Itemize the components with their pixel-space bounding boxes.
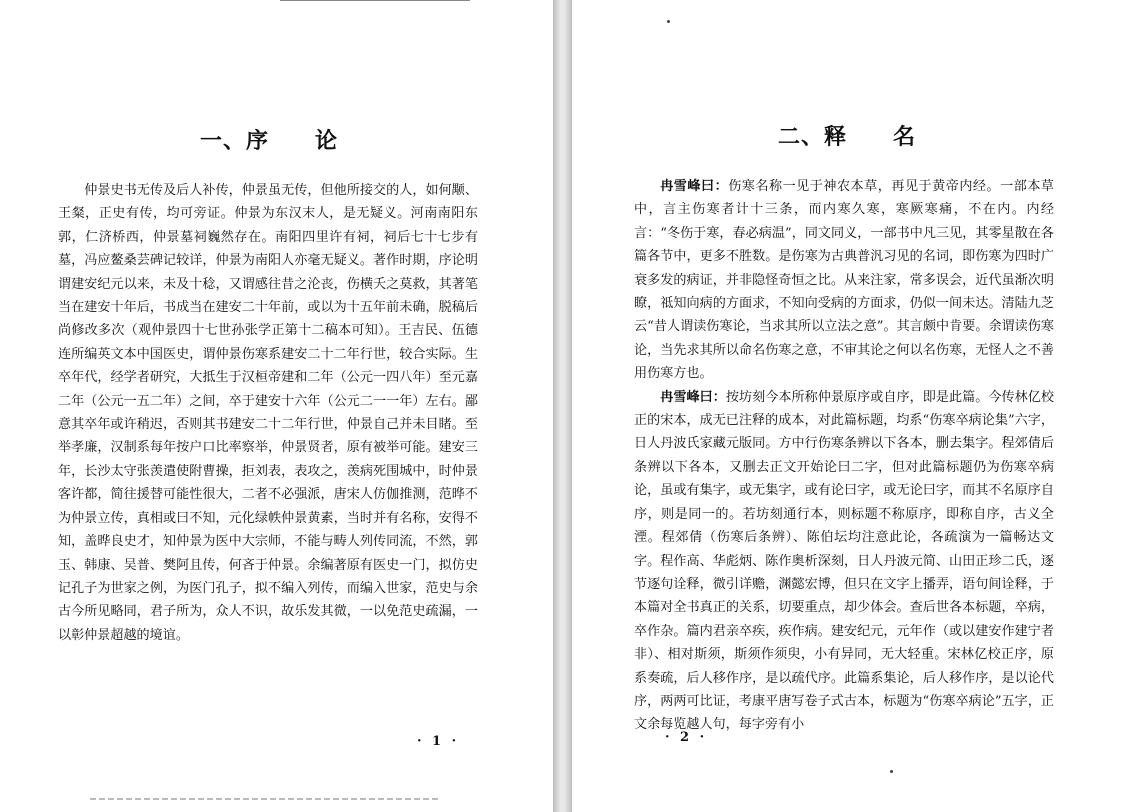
- paragraph: [634, 386, 1054, 737]
- paragraph: [634, 175, 1054, 386]
- page-gutter: [553, 0, 572, 812]
- scan-speck: [667, 20, 670, 23]
- paragraph-text: 按坊刻今本所称仲景原序或自序，即是此篇。今传林亿校正的宋本，成无已注释的成本，对此篇标题，均系“伤寒卒病论集”六字，日人丹波氏家藏元版同。方中行伤寒条辨以下各本，删去集字。程郊倩后条辨以下各本，又删去正文开始论曰二字，但对此篇标题仍为伤寒卒病论，虽或有集字，或无集字，或有论曰字，或无论曰字，而其不名原序自序，则是同一的。若坊刻通行本，则标题不称原序，即称自序，古义全湮。程郊倩（伤寒后条辨）、陈伯坛均注意此论，各疏演为一篇畅达文字。程作高、华彪炳、陈作奥析深刻，日人丹波元简、山田正珍二氏，逐节逐句诠释，微引详赡，渊懿宏博，但只在文字上播弄，语句间诠释，于本篇对全书真正的关系，切要重点，却少体会。查后世各本标题，卒病，卒作杂。篇内君亲卒疾，疾作病。建安纪元，元年作（或以建安作建宁者非）、相对斯须，斯须作须臾，小有异同，无大轻重。宋林亿校正序，原系奏疏，后人移作序，是以疏代序。此篇系集论，后人移作序，是以论代序，两两可比证，考康平唐写卷子式古本，标题为“伤寒卒病论”五字，正文余每览越人句，每字旁有小: [634, 389, 1055, 733]
- chapter-title-names: 二、释 名: [778, 124, 917, 150]
- scan-top-rule: [280, 0, 470, 1]
- paragraph-text: 伤寒名称一见于神农本草，再见于黄帝内经。一部本草中，言主伤寒者计十三条，而内寒久寒，寒厥寒痛，不在内。内经言：“冬伤于寒，春必病温”，同文同义，一部书中凡三见，其零星散在各篇各节中，更多不胜数。是伤寒为古典普汎习见的名词，即伤寒为四时广衰多发的病证，并非隐怪奇恒之比。从来注家，常多误会，近代虽渐次明瞭，祗知向病的方面求，不知向受病的方面求，仍似一间未达。清陆九芝云“昔人谓读伤寒论，当求其所以立法之意”。其言颇中肯要。余谓读伤寒论，当先求其所以命名伤寒之意，不审其论之何以名伤寒，无怪人之不善用伤寒方也。: [634, 179, 1055, 382]
- paragraph: 仲景史书无传及后人补传，仲景虽无传，但他所接交的人，如何颙、王粲，正史有传，均可旁证。仲景为东汉末人，是无疑义。河南南阳东郭，仁济桥西，仲景墓祠巍然存在。南阳四里许有祠，祠后七十七步有墓，冯应鳌桑芸碑记较详，仲景为南阳人亦毫无疑义。著作时期，序论明谓建安纪元以来，未及十稔，又谓感往昔之沦丧，伤横夭之莫救，其著笔当在建安十年后，书成当在建安二十年前，或以为十五年前未确，脱稿后尚修改多次（观仲景四十七世孙张学正第十二稿本可知）。王吉民、伍德连所编英文本中国医史，谓仲景伤寒系建安二十二年行世，较合实际。生卒年代，经学者研究，大抵生于汉桓帝建和二年（公元一四八年）至元嘉二年（公元一五二年）之间，卒于建安十六年（公元二一一年）左右。鄙意其卒年或许稍迟，否则其书建安二十二年行世，仲景自己并未目睹。至举孝廉，汉制系每年按户口比率察举，仲景贤者，原有被举可能。建安三年，长沙太守张羡遣使附曹操，拒刘表，表攻之，羡病死围城中，时仲景客许都，简往援替可能性很大，二者不必强派，唐宋人仿伽推测，范晔不为仲景立传，真相或曰不知，元化绿帙仲景黄素，当时并有名称，安得不知，盖晔良史才，知仲景为医中大宗师，不能与畴人列传同流，不然，郭玉、韩康、吴普、樊阿且传，何吝于仲景。余编著原有医史一门，拟仿史记孔子为世家之例，为医门孔子，拟不编入列传，而编入世家，范史与余古今所见略同，君子所为，众人不识，故乐发其微，一以免范史疏漏，一以彰仲景超越的境谊。: [58, 183, 478, 643]
- page-number: · 2 ·: [665, 730, 708, 745]
- chapter-title-preface: 一、序 论: [200, 128, 339, 154]
- page-1: [0, 0, 553, 812]
- page-2-body: [634, 175, 1054, 737]
- scan-bottom-mark: [90, 798, 440, 800]
- page-2: [572, 0, 1125, 812]
- speaker-label: 冉雪峰曰：: [660, 179, 729, 194]
- scan-speck: [890, 770, 893, 773]
- page-number: · 1 ·: [417, 734, 460, 749]
- page-1-body: [58, 179, 478, 647]
- speaker-label: 冉雪峰曰：: [660, 389, 726, 405]
